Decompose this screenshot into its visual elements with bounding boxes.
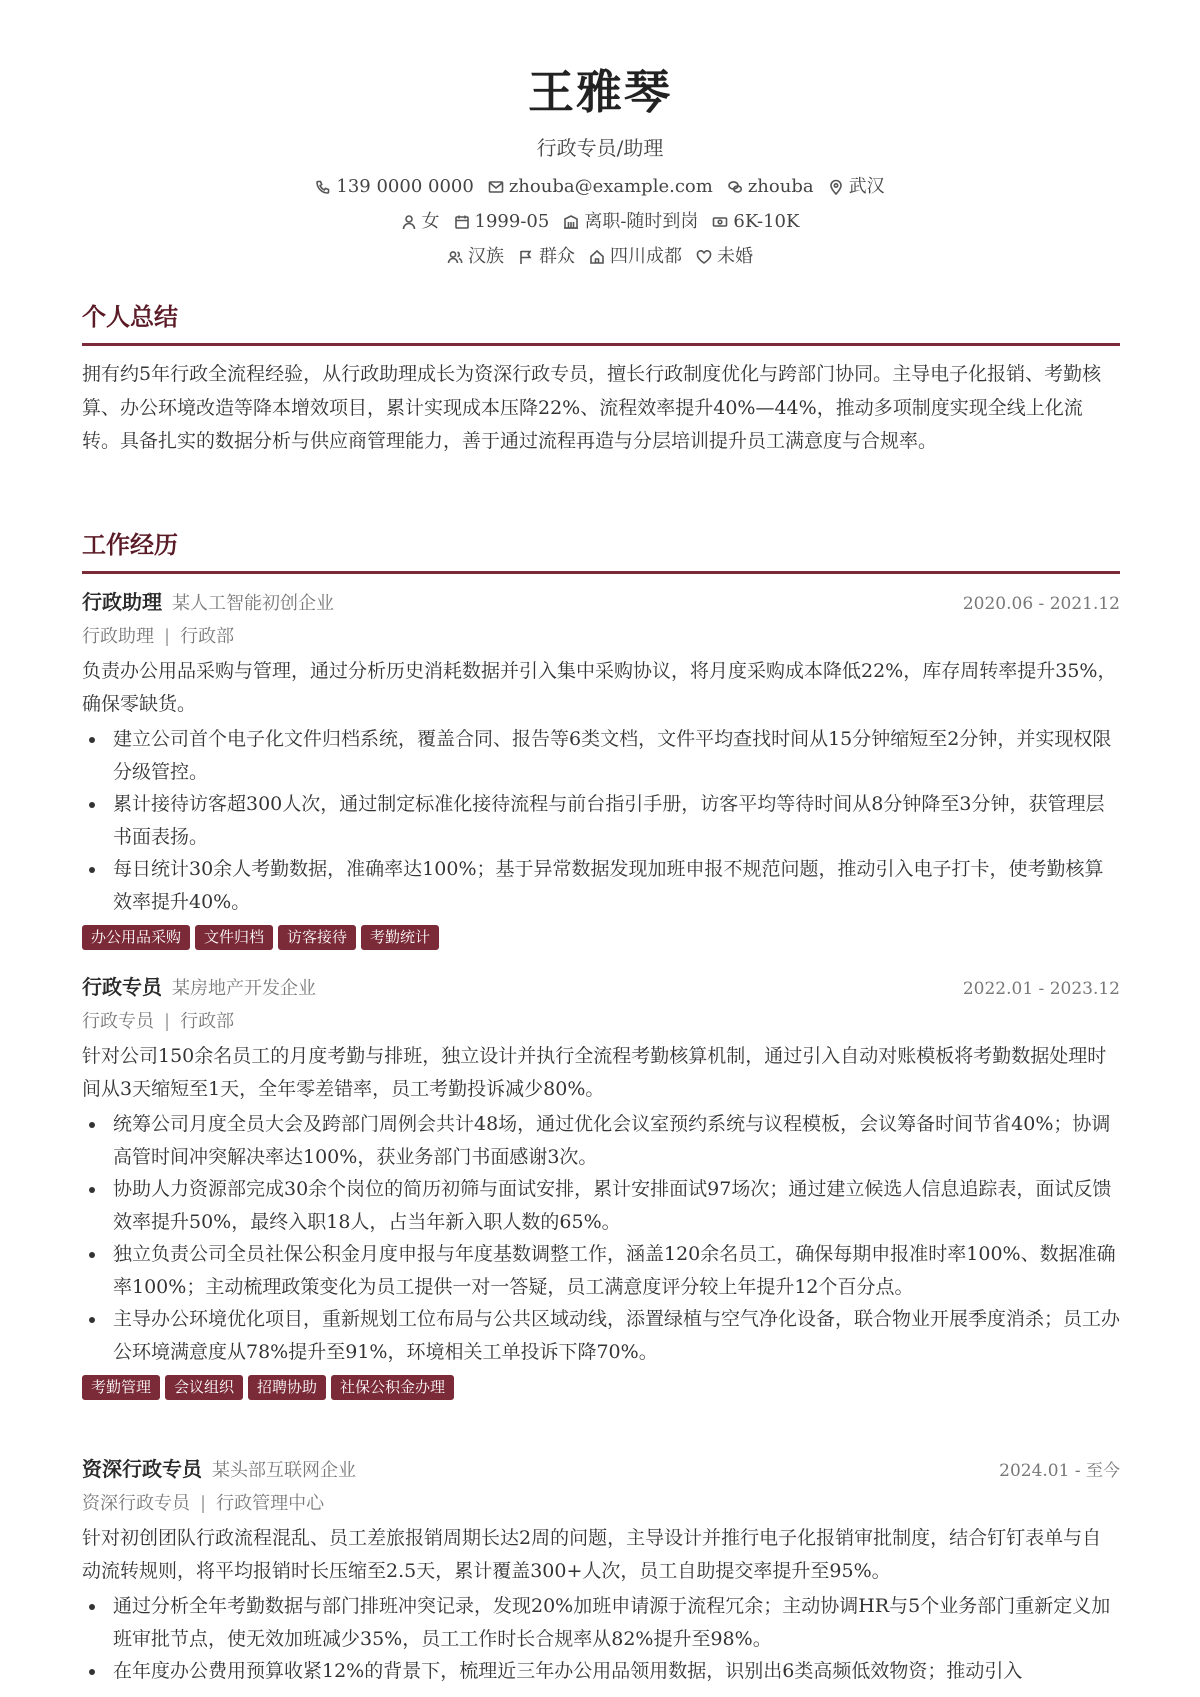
experience-section: [82, 528, 1120, 574]
job-date: 2022.01 - 2023.12: [962, 979, 1120, 999]
bullet-item: 通过分析全年考勤数据与部门排班冲突记录，发现20%加班申请源于流程冗余；主动协调HR与5个业务部门重新定义加班审批节点，使无效加班减少35%，员工工作时长合规率从82%提升至98%。: [82, 1590, 1120, 1655]
status-item: [563, 209, 698, 235]
job-bullets: [82, 1590, 1120, 1688]
candidate-name: 王雅琴: [528, 65, 672, 119]
skill-tags: [82, 1375, 1120, 1400]
job-entry: [82, 972, 1120, 1400]
job-position: 资深行政专员: [82, 1493, 190, 1514]
status-text: 离职-随时到岗: [584, 211, 699, 232]
bullet-item: 协助人力资源部完成30余个岗位的简历初筛与面试安排，累计安排面试97场次；通过建立候选人信息追踪表，面试反馈效率提升50%，最终入职18人，占当年新入职人数的65%。: [82, 1173, 1120, 1238]
ethnicity-text: 汉族: [468, 246, 504, 267]
ethnicity-item: [447, 244, 504, 270]
skill-tag: 考勤管理: [82, 1375, 160, 1400]
job-description: 针对公司150余名员工的月度考勤与排班，独立设计并执行全流程考勤核算机制，通过引入自动对账模板将考勤数据处理时间从3天缩短至1天，全年零差错率，员工考勤投诉减少80%。: [82, 1045, 1107, 1100]
skill-tags: [82, 925, 1120, 950]
job-bullets: [82, 723, 1120, 918]
skill-tag: 会议组织: [165, 1375, 243, 1400]
job-header: [82, 1454, 1120, 1486]
bullet-item: 在年度办公费用预算收紧12%的背景下，梳理近三年办公用品领用数据，识别出6类高频低效物资；推动引入: [82, 1655, 1120, 1688]
email-text: zhouba@example.com: [508, 176, 713, 197]
gender-text: 女: [421, 211, 440, 232]
hometown-text: 四川成都: [610, 246, 682, 267]
wechat-icon: [727, 179, 743, 195]
phone-icon: [315, 179, 331, 195]
section-divider: [82, 571, 1120, 574]
job-heading: [82, 587, 334, 619]
bullet-item: 累计接待访客超300人次，通过制定标准化接待流程与前台指引手册，访客平均等待时间从8分钟降至3分钟，获管理层书面表扬。: [82, 788, 1120, 853]
job-description: 负责办公用品采购与管理，通过分析历史消耗数据并引入集中采购协议，将月度采购成本降低22%，库存周转率提升35%，确保零缺货。: [82, 660, 1117, 715]
location-pin-icon: [828, 179, 844, 195]
job-subtitle: 资深行政专员 | 行政管理中心: [82, 1493, 325, 1514]
email-item[interactable]: [488, 174, 713, 200]
skill-tag: 办公用品采购: [82, 925, 190, 950]
job-position: 行政助理: [82, 626, 154, 647]
job-date: 2024.01 - 至今: [999, 1461, 1120, 1481]
bullet-item: 独立负责公司全员社保公积金月度申报与年度基数调整工作，涵盖120余名员工，确保每期申报准时率100%、数据准确率100%；主动梳理政策变化为员工提供一对一答疑，员工满意度评分较上年提升12个百分点。: [82, 1238, 1120, 1303]
phone-text: 139 0000 0000: [336, 176, 474, 197]
job-heading: [82, 1454, 356, 1486]
job-entry: [82, 587, 1120, 950]
skill-tag: 考勤统计: [361, 925, 439, 950]
job-subtitle: 行政助理 | 行政部: [82, 626, 235, 647]
job-department: 行政管理中心: [216, 1493, 325, 1514]
job-role: 资深行政专员: [82, 1457, 202, 1481]
gender-item: [401, 209, 440, 235]
job-header: [82, 972, 1120, 1004]
skill-tag: 访客接待: [278, 925, 356, 950]
location-text: 武汉: [848, 176, 885, 197]
contact-row: [0, 174, 1200, 200]
section-divider: [82, 343, 1120, 346]
summary-heading: 个人总结: [82, 302, 178, 331]
building-icon: [563, 214, 579, 230]
summary-text: 拥有约5年行政全流程经验，从行政助理成长为资深行政专员，擅长行政制度优化与跨部门协同。主导电子化报销、考勤核算、办公环境改造等降本增效项目，累计实现成本压降22%、流程效率提升40%—44%，推动多项制度实现全线上化流转。具备扎实的数据分析与供应商管理能力，善于通过流程再造与分层培训提升员工满意度与合规率。: [82, 363, 1102, 452]
job-description: 针对初创团队行政流程混乱、员工差旅报销周期长达2周的问题，主导设计并推行电子化报销审批制度，结合钉钉表单与自动流转规则，将平均报销时长压缩至2.5天，累计覆盖300+人次，员工自助提交率提升至95%。: [82, 1527, 1102, 1582]
phone-item[interactable]: [315, 174, 473, 200]
bullet-item: 统筹公司月度全员大会及跨部门周例会共计48场，通过优化会议室预约系统与议程模板，会议筹备时间节省40%；协调高管时间冲突解决率达100%，获业务部门书面感谢3次。: [82, 1108, 1120, 1173]
summary-section: [82, 300, 1120, 459]
hometown-item: [589, 244, 682, 270]
person-icon: [401, 214, 417, 230]
bullet-item: 建立公司首个电子化文件归档系统，覆盖合同、报告等6类文档，文件平均查找时间从15分钟缩短至2分钟，并实现权限分级管控。: [82, 723, 1120, 788]
job-role: 行政专员: [82, 975, 162, 999]
job-role: 行政助理: [82, 590, 162, 614]
birth-text: 1999-05: [474, 211, 550, 232]
job-entry: [82, 1454, 1120, 1688]
job-header: [82, 587, 1120, 619]
heart-icon: [696, 249, 712, 265]
skill-tag: 文件归档: [195, 925, 273, 950]
job-bullets: [82, 1108, 1120, 1368]
job-company: 某头部互联网企业: [212, 1460, 356, 1481]
political-text: 群众: [539, 246, 575, 267]
job-date: 2020.06 - 2021.12: [962, 594, 1120, 614]
wechat-text: zhouba: [747, 176, 814, 197]
skill-tag: 招聘协助: [248, 1375, 326, 1400]
calendar-icon: [454, 214, 470, 230]
job-department: 行政部: [180, 1011, 235, 1032]
job-heading: [82, 972, 316, 1004]
mail-icon: [488, 179, 504, 195]
flag-icon: [518, 249, 534, 265]
people-icon: [447, 249, 463, 265]
bullet-item: 主导办公环境优化项目，重新规划工位布局与公共区域动线，添置绿植与空气净化设备，联合物业开展季度消杀；员工办公环境满意度从78%提升至91%，环境相关工单投诉下降70%。: [82, 1303, 1120, 1368]
experience-heading: 工作经历: [82, 530, 178, 559]
resume-header: [0, 0, 1200, 270]
marital-text: 未婚: [717, 246, 753, 267]
salary-item: [712, 209, 799, 235]
skill-tag: 社保公积金办理: [331, 1375, 454, 1400]
job-position: 行政专员: [82, 1011, 154, 1032]
job-department: 行政部: [180, 626, 235, 647]
wechat-item[interactable]: [727, 174, 814, 200]
job-company: 某人工智能初创企业: [172, 593, 334, 614]
salary-text: 6K-10K: [733, 211, 800, 232]
personal-row-2: [0, 244, 1200, 270]
marital-item: [696, 244, 753, 270]
job-subtitle: 行政专员 | 行政部: [82, 1011, 235, 1032]
home-icon: [589, 249, 605, 265]
bullet-item: 每日统计30余人考勤数据，准确率达100%；基于异常数据发现加班申报不规范问题，推动引入电子打卡，使考勤核算效率提升40%。: [82, 853, 1120, 918]
job-company: 某房地产开发企业: [172, 978, 316, 999]
banknote-icon: [712, 214, 728, 230]
personal-row-1: [0, 209, 1200, 235]
location-item: [828, 174, 885, 200]
job-target-title: 行政专员/助理: [536, 136, 664, 160]
birth-item: [454, 209, 550, 235]
political-item: [518, 244, 575, 270]
